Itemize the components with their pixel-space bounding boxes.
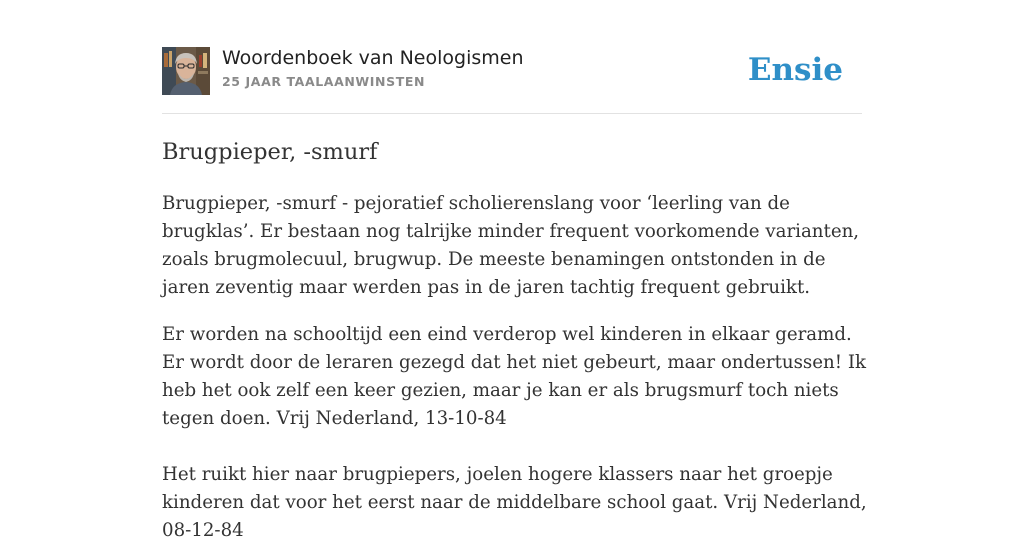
definition-paragraph: Brugpieper, -smurf - pejoratief scholierenslang voor ‘leerling van de brugklas’. Er bestaan nog talrijke minder frequent voorkomende varianten, zoals brugmolecuul, brugwup. De meeste benamingen ontstonden in de jaren zeventig maar werden pas in de jaren tachtig frequent gebruikt. xyxy=(162,193,860,298)
portrait-photo-icon xyxy=(162,47,210,95)
source-title[interactable]: Woordenboek van Neologismen xyxy=(222,47,524,69)
source-subtitle: 25 JAAR TAALAANWINSTEN xyxy=(222,74,426,89)
ensie-logo-link[interactable]: Ensie xyxy=(747,52,843,88)
source-header xyxy=(162,46,862,96)
avatar[interactable] xyxy=(162,47,210,95)
header-divider xyxy=(162,113,862,114)
quote-paragraph: Er worden na schooltijd een eind verderop wel kinderen in elkaar geramd. Er wordt door de leraren gezegd dat het niet gebeurt, maar ondertussen! Ik heb het ook zelf een keer gezien, maar je kan er als brugsmurf toch niets tegen doen. Vrij Nederland, 13-10-84 xyxy=(162,324,867,429)
article-title: Brugpieper, -smurf xyxy=(162,139,378,165)
quote-paragraph: Het ruikt hier naar brugpiepers, joelen hogere klassers naar het groepje kinderen dat voor het eerst naar de middelbare school gaat. Vrij Nederland, 08-12-84 xyxy=(162,464,867,541)
